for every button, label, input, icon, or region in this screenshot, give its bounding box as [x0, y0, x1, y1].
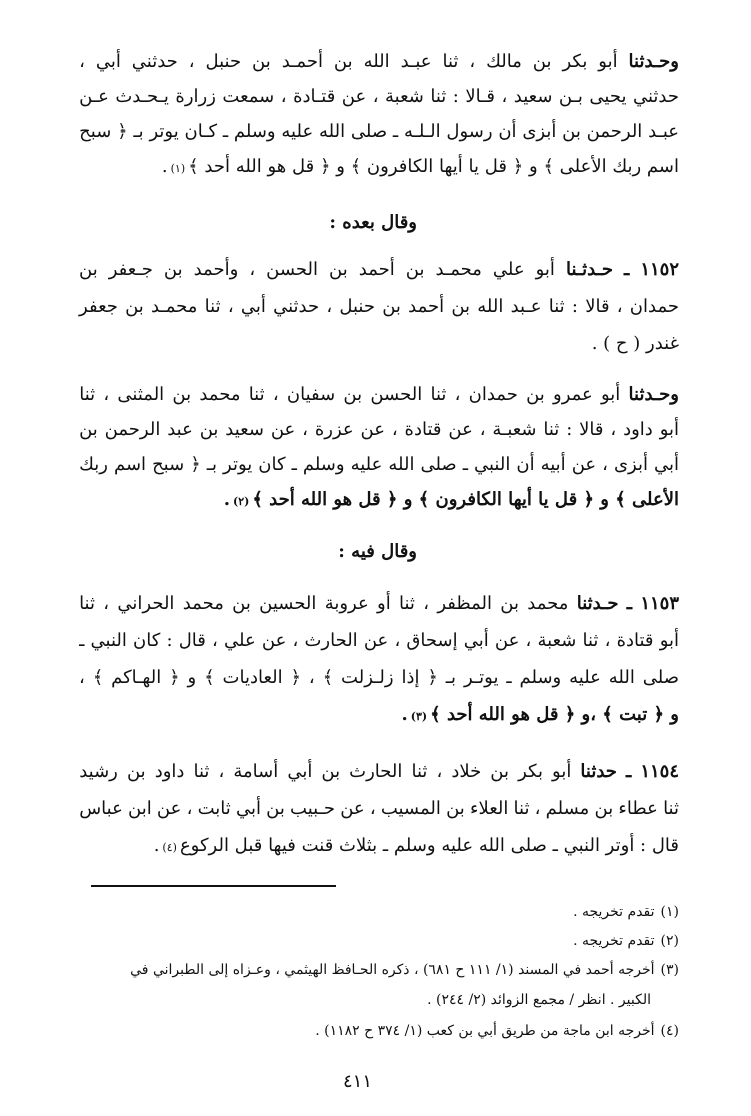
word: ـ: [626, 593, 633, 614]
word: قتادة: [404, 419, 442, 440]
word: ،: [534, 798, 541, 819]
word: ثنا: [79, 384, 96, 405]
word: الحسن: [266, 259, 319, 280]
word: ،: [436, 761, 443, 782]
word: أبزى: [522, 121, 557, 142]
word: وسلم: [233, 121, 276, 142]
word: ﴿: [190, 454, 201, 475]
word: ،: [394, 630, 401, 651]
word: الله: [318, 121, 346, 142]
footnote: [79, 1023, 679, 1040]
word: علي: [492, 259, 525, 280]
word: بن: [500, 593, 520, 614]
word: ـ: [222, 121, 229, 142]
word: بن: [329, 259, 348, 280]
word: ثنا: [248, 384, 265, 405]
word: بن: [125, 296, 144, 317]
word: حـدثنا: [576, 593, 619, 614]
word: بن: [252, 51, 271, 72]
word: داود: [623, 419, 653, 440]
word: ثنا: [411, 761, 428, 782]
word: أبو: [601, 384, 621, 405]
word: حـبيب: [290, 798, 335, 819]
text-line: [79, 594, 679, 614]
word: أبي: [463, 630, 489, 651]
word: ،: [454, 384, 461, 405]
word: ،: [610, 419, 617, 440]
word: ،: [604, 630, 611, 651]
word: الله: [388, 454, 415, 475]
word: شعبة: [385, 86, 424, 107]
footnote-continuation: [51, 992, 651, 1009]
word: حمدان: [468, 384, 518, 405]
word: ،: [218, 761, 225, 782]
word: وسلم: [519, 667, 562, 688]
word: حنبل: [339, 296, 375, 317]
word: بـ: [206, 454, 218, 475]
word: سبح: [79, 121, 112, 142]
word: عليه: [569, 667, 601, 688]
word: كان: [133, 630, 161, 651]
footnote-ref[interactable]: (٣): [410, 710, 428, 723]
word: شعبـة: [492, 419, 537, 440]
word: عن: [448, 419, 473, 440]
word: أبو: [659, 419, 679, 440]
word: محمد: [527, 593, 569, 614]
word: حدثني: [632, 86, 679, 107]
text-line: [79, 455, 679, 475]
word: إذا: [401, 667, 420, 688]
word: عليه: [281, 121, 314, 142]
paragraph-1152: [79, 260, 679, 354]
word: ـ: [392, 121, 399, 142]
footnote-number: (٢): [660, 933, 679, 949]
word: حنبل: [205, 51, 242, 72]
paragraph-1: [79, 52, 679, 179]
word: جعفر: [79, 296, 118, 317]
line-text: و ﴿ تبت ﴾ ،و ﴿ قل هو الله أحد ﴾: [430, 704, 679, 725]
word: الحراني: [117, 593, 175, 614]
footnote-ref[interactable]: (٤): [162, 841, 177, 854]
word: النبي: [474, 454, 511, 475]
word: ،: [616, 296, 623, 317]
word: ثابت: [197, 798, 231, 819]
word: بن: [232, 593, 251, 614]
word: قـالا: [465, 86, 495, 107]
text-line: [79, 157, 679, 179]
word: عن: [261, 630, 287, 651]
word: محمـد: [435, 259, 482, 280]
word: ثنا: [513, 798, 530, 819]
footnote-ref[interactable]: (٢): [232, 495, 250, 508]
word: بكر: [518, 761, 543, 782]
word: سمعت: [222, 86, 275, 107]
word: أبي: [240, 296, 266, 317]
word: حدثني: [273, 296, 320, 317]
section-heading: وقال فيه :: [338, 541, 417, 562]
word: المظفر: [437, 593, 493, 614]
footnote-text: أخرجه ابن ماجة من طريق أبي بن كعب (١/ ٣٧٤ ح ١١٨٢) .: [315, 1023, 655, 1039]
footnote-text: تقدم تخريجه .: [573, 933, 655, 949]
word: ،: [469, 51, 476, 72]
word: صلى: [642, 667, 679, 688]
word: ثنا: [204, 296, 221, 317]
text-line: [79, 490, 679, 512]
word: كـان: [184, 121, 218, 142]
word: أن: [516, 454, 535, 475]
footnote-number: (٤): [660, 1023, 679, 1039]
word: أبو: [659, 630, 679, 651]
word: بن: [451, 296, 471, 317]
line-end: .: [153, 835, 160, 856]
word: عبـد: [400, 51, 432, 72]
word: أحمد: [358, 259, 395, 280]
page-number: ٤١١: [343, 1071, 373, 1092]
word: ﴾: [92, 667, 104, 688]
word: عن: [270, 419, 296, 440]
footnote-ref[interactable]: (١): [170, 162, 186, 175]
word: رشيد: [79, 761, 118, 782]
word: عن: [363, 630, 389, 651]
word: بن: [562, 121, 581, 142]
paragraph-3: [79, 385, 679, 512]
word: خلاد: [451, 761, 482, 782]
word: ،: [79, 51, 85, 72]
word: أبيه: [540, 454, 566, 475]
word: أو: [377, 593, 391, 614]
word: ،: [272, 384, 279, 405]
word: جـعفر: [108, 259, 153, 280]
word: إسحاق: [406, 630, 458, 651]
word: عليه: [350, 454, 383, 475]
text-line: [79, 385, 679, 405]
word: ـ: [291, 454, 297, 475]
word: داود: [154, 761, 185, 782]
word: :: [452, 86, 459, 107]
text-line: [79, 705, 679, 727]
word: أبي: [95, 51, 121, 72]
word: بن: [490, 761, 510, 782]
word: :: [166, 630, 173, 651]
word: عروبة: [324, 593, 369, 614]
word: ،: [103, 593, 110, 614]
word: النبي: [90, 630, 127, 651]
word: الحسين: [259, 593, 317, 614]
word: عطاء: [618, 798, 658, 819]
word: عن: [360, 419, 385, 440]
word: بن: [79, 259, 98, 280]
word: ـ: [79, 630, 85, 651]
word: ـ: [625, 761, 632, 782]
word: محمد: [199, 384, 241, 405]
word: بن: [163, 259, 183, 280]
word: أبزى: [613, 454, 648, 475]
word: الحارث: [349, 761, 403, 782]
word: عـبد: [510, 296, 542, 317]
word: صلى: [420, 454, 457, 475]
word: بن: [126, 761, 146, 782]
word: قالا: [579, 419, 604, 440]
text-line: [79, 297, 679, 317]
word: بن: [79, 419, 98, 440]
word: أحمـد: [281, 51, 323, 72]
word: شعبة: [537, 630, 577, 651]
word: ،: [227, 296, 234, 317]
word: يـحـدث: [115, 86, 169, 107]
word: ـ: [624, 259, 630, 280]
word: يوتر: [149, 121, 179, 142]
word: ،: [280, 86, 287, 107]
word: الرحمن: [586, 121, 643, 142]
word: بن: [321, 761, 341, 782]
text-line: [79, 122, 679, 142]
text-line: [79, 799, 679, 819]
word: أبو: [535, 259, 555, 280]
word: أبو: [598, 51, 618, 72]
word: ﴾: [204, 667, 215, 688]
text-line: [79, 260, 679, 280]
word: ابن: [128, 798, 152, 819]
word: أبو: [552, 761, 572, 782]
word: بن: [333, 51, 353, 72]
word: حدثنا: [580, 761, 617, 782]
word: ،: [479, 419, 486, 440]
word: بن: [594, 798, 614, 819]
word: المسيب: [380, 798, 441, 819]
word: عن: [341, 86, 367, 107]
word: بن: [172, 384, 192, 405]
word: ثنا: [582, 630, 599, 651]
word: بـ: [445, 667, 457, 688]
word: سبح: [152, 454, 185, 475]
text-line: [79, 334, 679, 354]
paragraph-1154: [79, 762, 679, 858]
word: ﴿: [117, 121, 128, 142]
word: حمدان: [629, 296, 679, 317]
footnote: [79, 904, 679, 921]
word: يوتـر: [463, 667, 499, 688]
word: بكر: [562, 51, 588, 72]
word: بن: [526, 384, 545, 405]
word: عباس: [79, 798, 123, 819]
word: الحسن: [370, 384, 423, 405]
word: ثنا: [79, 593, 95, 614]
word: بن: [532, 51, 552, 72]
line-end: .: [401, 704, 408, 725]
word: يحيى: [589, 86, 627, 107]
word: عزرة: [314, 419, 354, 440]
word: ١١٥٤: [640, 761, 679, 782]
word: سفيان: [286, 384, 336, 405]
word: سعيد: [513, 86, 553, 107]
word: ،: [602, 454, 608, 475]
word: كان: [258, 454, 286, 475]
footnote: [79, 962, 679, 979]
word: الله: [363, 51, 390, 72]
line-end: .: [161, 156, 168, 177]
word: وحـدثنا: [628, 51, 679, 72]
word: ثنا: [193, 761, 210, 782]
word: ثنا: [430, 86, 447, 107]
footnote-text: أخرجه أحمد في المسند (١/ ١١١ ح ٦٨١) ، ذكره الحـافظ الهيثمي ، وعـزاه إلى الطبراني في: [130, 962, 655, 978]
word: ،: [372, 86, 379, 107]
text-line: [79, 52, 679, 72]
word: عـن: [79, 86, 109, 107]
word: ـ: [462, 454, 468, 475]
word: ،: [79, 667, 85, 688]
paragraph-1153: [79, 594, 679, 727]
word: ثنا: [663, 798, 679, 819]
word: ثنا: [543, 419, 560, 440]
line-text: الأعلى ﴾ و ﴿ قل يا أيها الكافرون ﴾ و ﴿ قل هو الله أحد ﴾: [252, 489, 679, 510]
text-line: [79, 420, 679, 440]
word: ،: [212, 630, 218, 651]
word: ،: [423, 593, 430, 614]
word: الهـاكم: [111, 667, 162, 688]
word: العاديات: [222, 667, 283, 688]
line-text: اسم ربك الأعلى ﴾ و ﴿ قل يا أيها الكافرون ﴾ و ﴿ قل هو الله أحد ﴾: [188, 156, 679, 177]
word: أبي: [653, 454, 679, 475]
word: ،: [186, 798, 193, 819]
word: :: [571, 296, 578, 317]
word: وسلم: [302, 454, 345, 475]
word: أبي: [287, 761, 313, 782]
word: قالا: [585, 296, 610, 317]
word: ﴾: [322, 667, 334, 688]
word: بن: [446, 798, 465, 819]
word: ،: [391, 419, 398, 440]
word: ثنا: [548, 296, 565, 317]
word: بن: [405, 259, 425, 280]
word: ،: [525, 630, 532, 651]
word: حدثني: [131, 51, 178, 72]
word: المثنى: [117, 384, 165, 405]
word: عن: [340, 798, 365, 819]
word: ١١٥٣: [640, 593, 679, 614]
word: سعيد: [225, 419, 264, 440]
footnote-text: الكبير . انظر / مجمع الزوائد (٢/ ٢٤٤) .: [427, 992, 651, 1008]
footnote-number: (٣): [660, 962, 679, 978]
word: حـدثـنا: [565, 259, 614, 280]
word: قال: [178, 630, 206, 651]
word: و: [187, 667, 197, 688]
word: الرحمن: [104, 419, 161, 440]
word: ﴿: [427, 667, 438, 688]
word: اسم: [114, 454, 147, 475]
word: مالك: [486, 51, 522, 72]
word: قتـادة: [293, 86, 336, 107]
word: قتادة: [616, 630, 654, 651]
word: ١١٥٢: [640, 259, 679, 280]
text-line: [79, 836, 679, 858]
word: أن: [498, 121, 517, 142]
footnote: [79, 933, 679, 950]
word: بن: [199, 419, 219, 440]
word: رسول: [446, 121, 493, 142]
word: صلى: [350, 121, 388, 142]
word: الله: [608, 667, 635, 688]
word: زرارة: [175, 86, 216, 107]
text-line: [79, 762, 679, 782]
text-line: [79, 631, 679, 651]
word: علي: [224, 630, 256, 651]
word: ،: [326, 296, 333, 317]
word: ربك: [79, 454, 108, 475]
word: ﴿: [290, 667, 302, 688]
word: ـ: [506, 667, 512, 688]
word: الله: [477, 296, 504, 317]
section-heading: وقال بعده :: [329, 212, 417, 233]
word: عن: [156, 798, 182, 819]
word: محمـد: [151, 296, 198, 317]
line-text: غندر ( ح ) .: [591, 333, 679, 354]
text-line: [79, 87, 679, 107]
word: بن: [266, 798, 285, 819]
word: ﴿: [169, 667, 180, 688]
word: ،: [103, 384, 110, 405]
footnote-divider: [91, 885, 336, 887]
word: بـ: [133, 121, 144, 142]
word: محمد: [182, 593, 224, 614]
footnote-text: تقدم تخريجه .: [573, 904, 655, 920]
word: ثنا: [399, 593, 415, 614]
word: ثنا: [442, 51, 459, 72]
word: :: [566, 419, 573, 440]
word: ،: [302, 419, 308, 440]
word: ،: [249, 259, 256, 280]
word: ،: [188, 51, 195, 72]
word: أسامة: [233, 761, 279, 782]
word: عن: [571, 454, 597, 475]
word: بن: [343, 384, 363, 405]
word: أحمد: [408, 296, 445, 317]
word: ثنا: [430, 384, 447, 405]
word: الـلـه: [403, 121, 441, 142]
word: عمرو: [553, 384, 593, 405]
word: عبد: [167, 419, 193, 440]
line-end: .: [223, 489, 230, 510]
text-line: [79, 668, 679, 688]
word: ،: [292, 630, 299, 651]
word: يوتر: [223, 454, 253, 475]
word: مسلم: [545, 798, 590, 819]
word: وحـدثنا: [628, 384, 679, 405]
word: ،: [308, 667, 315, 688]
word: عن: [494, 630, 520, 651]
word: العلاء: [469, 798, 509, 819]
word: الحارث: [304, 630, 358, 651]
footnote-number: (١): [660, 904, 679, 920]
word: زلـزلت: [341, 667, 394, 688]
word: بـن: [558, 86, 583, 107]
line-text: قال : أوتر النبي ـ صلى الله عليه وسلم ـ بثلاث قنت فيها قبل الركوع: [179, 835, 679, 856]
word: ،: [501, 86, 508, 107]
word: عبـد: [648, 121, 679, 142]
word: بن: [382, 296, 401, 317]
word: وأحمد: [193, 259, 239, 280]
word: أبي: [235, 798, 261, 819]
word: ،: [369, 798, 376, 819]
